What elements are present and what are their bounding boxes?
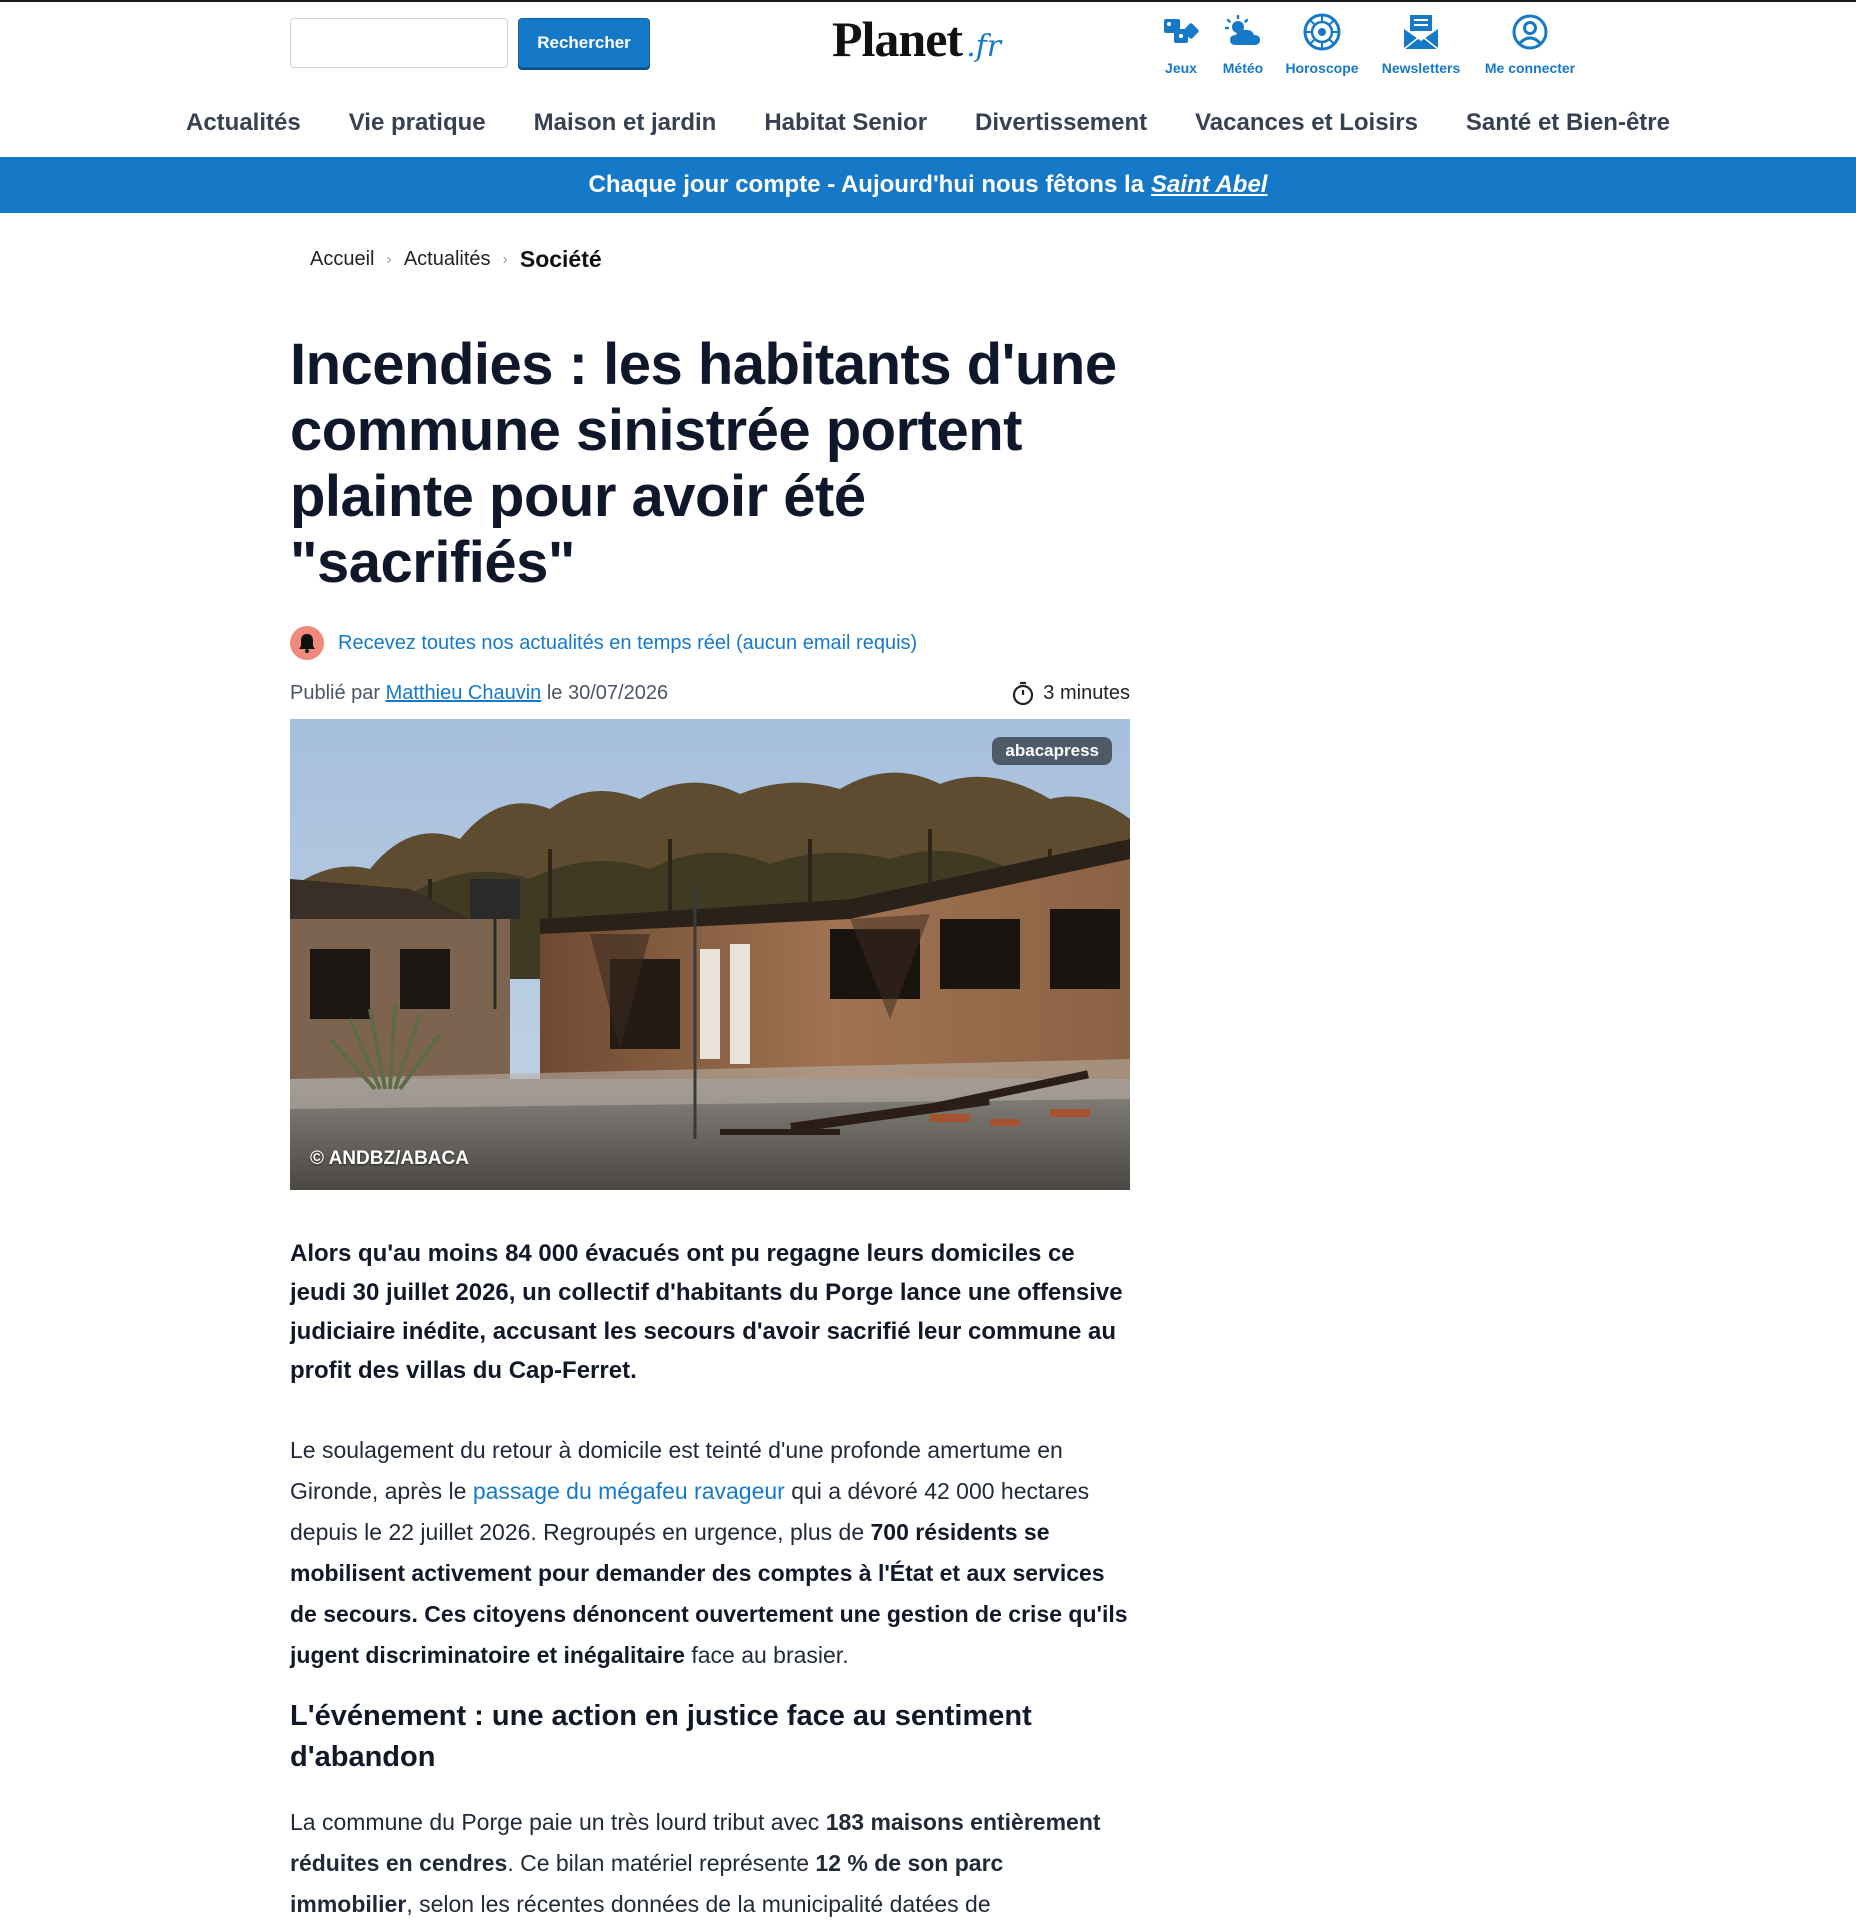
article-meta bbox=[290, 680, 1130, 706]
nav-item-maison-jardin[interactable]: Maison et jardin bbox=[533, 109, 717, 136]
nav-item-actualites[interactable]: Actualités bbox=[186, 109, 301, 136]
main-nav bbox=[0, 86, 1856, 156]
tool-label: Newsletters bbox=[1381, 60, 1461, 76]
paragraph-text: Le soulagement du retour à domicile est teinté d'une profonde amertume en Gironde, après le bbox=[290, 1437, 1063, 1504]
byline bbox=[290, 682, 668, 705]
paragraph-text: , selon les récentes données de la municipalité datées de bbox=[406, 1891, 991, 1917]
paragraph-bold: 12 % de son parc immobilier bbox=[290, 1850, 1004, 1917]
chevron-right-icon: › bbox=[502, 250, 508, 268]
search-input[interactable] bbox=[290, 18, 508, 68]
nav-item-sante-bien-etre[interactable]: Santé et Bien-être bbox=[1465, 109, 1670, 136]
logo-suffix: .fr bbox=[966, 29, 1002, 64]
tool-newsletters[interactable] bbox=[1370, 10, 1472, 76]
newsletter-icon bbox=[1401, 10, 1441, 54]
megafire-link[interactable]: passage du mégafeu ravageur bbox=[472, 1478, 785, 1504]
site-header bbox=[0, 2, 1856, 86]
notification-text: Recevez toutes nos actualités en temps réel (aucun email requis) bbox=[338, 631, 918, 654]
saint-link[interactable]: Saint Abel bbox=[1151, 171, 1268, 198]
article-title: Incendies : les habitants d'une commune sinistrée portent plainte pour avoir été "sacrifiés" bbox=[290, 332, 1117, 595]
zodiac-wheel-icon bbox=[1302, 10, 1342, 54]
section-heading: L'événement : une action en justice face au sentiment d'abandon bbox=[290, 1700, 1032, 1773]
article-paragraph bbox=[290, 1802, 1130, 1925]
puzzle-icon bbox=[1161, 10, 1201, 54]
reading-time bbox=[1011, 680, 1130, 706]
notification-signup[interactable] bbox=[290, 626, 1130, 660]
photo-agency-badge: abacapress bbox=[992, 737, 1112, 765]
tool-label: Jeux bbox=[1165, 60, 1197, 76]
nav-item-divertissement[interactable]: Divertissement bbox=[975, 109, 1148, 136]
site-logo[interactable] bbox=[832, 10, 1001, 70]
tool-label: Horoscope bbox=[1285, 60, 1359, 76]
nav-item-vie-pratique[interactable]: Vie pratique bbox=[348, 109, 486, 136]
published-prefix: Publié par bbox=[290, 681, 381, 704]
article-paragraph bbox=[290, 1430, 1130, 1676]
logo-text: Planet bbox=[832, 11, 963, 67]
stopwatch-icon bbox=[1011, 680, 1035, 706]
tool-label: Me connecter bbox=[1484, 60, 1576, 76]
weather-icon bbox=[1222, 10, 1264, 54]
search-button[interactable]: Rechercher bbox=[518, 18, 650, 68]
paragraph-text: face au brasier. bbox=[691, 1642, 849, 1668]
saint-of-the-day-banner bbox=[0, 157, 1856, 213]
breadcrumb bbox=[310, 246, 602, 273]
banner-text: Chaque jour compte - Aujourd'hui nous fêtons la bbox=[588, 171, 1144, 198]
tool-meteo[interactable] bbox=[1212, 10, 1274, 76]
tool-horoscope[interactable] bbox=[1274, 10, 1370, 76]
publish-date: 30/07/2026 bbox=[567, 681, 669, 704]
breadcrumb-actualites[interactable]: Actualités bbox=[403, 248, 491, 270]
nav-item-vacances-loisirs[interactable]: Vacances et Loisirs bbox=[1195, 109, 1418, 136]
user-icon bbox=[1511, 10, 1549, 54]
paragraph-bold: 183 maisons entièrement réduites en cendres bbox=[290, 1809, 1101, 1876]
tool-login[interactable] bbox=[1472, 10, 1588, 76]
article bbox=[290, 332, 1130, 1925]
tool-jeux[interactable] bbox=[1150, 10, 1212, 76]
bell-icon bbox=[290, 626, 324, 660]
paragraph-bold: 700 résidents se mobilisent activement pour demander des comptes à l'État et aux services de secours. Ces citoyens dénoncent ouvertement une gestion de crise qu'ils jugent discriminatoire et inégalitaire bbox=[290, 1519, 1128, 1668]
article-lead: Alors qu'au moins 84 000 évacués ont pu regagne leurs domiciles ce jeudi 30 juillet 2026, un collectif d'habitants du Porge lance une offensive judiciaire inédite, accusant les secours d'avoir sacrifié leur commune au profit des villas du Cap-Ferret. bbox=[290, 1240, 1123, 1384]
date-prefix: le bbox=[546, 681, 563, 704]
paragraph-text: La commune du Porge paie un très lourd tribut avec bbox=[290, 1809, 820, 1835]
paragraph-text: qui a dévoré 42 000 hectares depuis le 22 juillet 2026. Regroupés en urgence, plus de bbox=[290, 1478, 1090, 1545]
burned-house-image bbox=[290, 719, 1130, 1190]
author-link[interactable]: Matthieu Chauvin bbox=[385, 681, 542, 704]
nav-item-habitat-senior[interactable]: Habitat Senior bbox=[764, 109, 928, 136]
chevron-right-icon: › bbox=[386, 250, 392, 268]
article-photo bbox=[290, 719, 1130, 1190]
reading-time-value: 3 minutes bbox=[1043, 681, 1130, 704]
tool-label: Météo bbox=[1222, 60, 1264, 76]
header-tools bbox=[1150, 10, 1588, 76]
photo-credit: © ANDBZ/ABACA bbox=[310, 1148, 469, 1169]
paragraph-text: . Ce bilan matériel représente bbox=[507, 1850, 810, 1876]
breadcrumb-current: Société bbox=[519, 246, 602, 272]
breadcrumb-home[interactable]: Accueil bbox=[310, 248, 375, 270]
